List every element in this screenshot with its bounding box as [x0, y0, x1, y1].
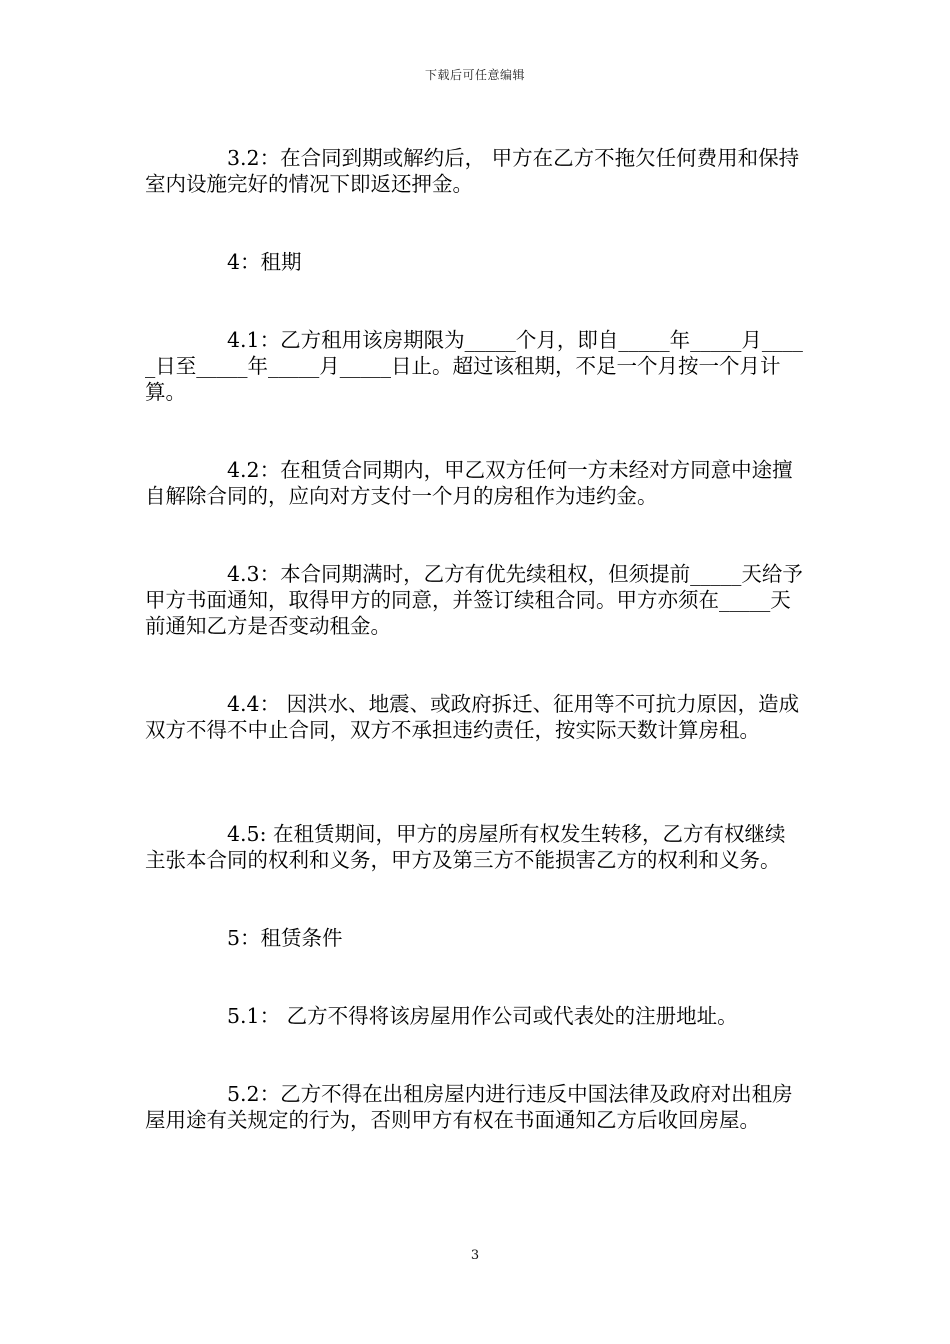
page-header: 下载后可任意编辑 [424, 68, 525, 82]
section-4-heading: 4：租期 [227, 250, 302, 274]
clause-4-1: 4.1：乙方租用该房期限为_____个月，即自_____年_____月_____日至_____年_____月_____日止。超过该租期，不足一个月按一个月计算。 [145, 328, 803, 404]
clause-5-1: 5.1： 乙方不得将该房屋用作公司或代表处的注册地址。 [227, 1004, 738, 1028]
clause-4-2: 4.2：在租赁合同期内，甲乙双方任何一方未经对方同意中途擅自解除合同的，应向对方支付一个月的房租作为违约金。 [145, 458, 793, 508]
section-5-heading: 5：租赁条件 [227, 926, 343, 950]
clause-4-5: 4.5: 在租赁期间，甲方的房屋所有权发生转移，乙方有权继续主张本合同的权利和义务，甲方及第三方不能损害乙方的权利和义务。 [145, 822, 786, 872]
page-number: 3 [470, 1248, 480, 1263]
clause-3-2: 3.2：在合同到期或解约后， 甲方在乙方不拖欠任何费用和保持室内设施完好的情况下即返还押金。 [145, 146, 800, 196]
clause-4-4: 4.4： 因洪水、地震、或政府拆迁、征用等不可抗力原因，造成双方不得不中止合同，双方不承担违约责任，按实际天数计算房租。 [145, 692, 800, 742]
clause-5-2: 5.2：乙方不得在出租房屋内进行违反中国法律及政府对出租房屋用途有关规定的行为，否则甲方有权在书面通知乙方后收回房屋。 [145, 1082, 793, 1132]
clause-4-3: 4.3：本合同期满时，乙方有优先续租权，但须提前_____天给予甲方书面通知，取得甲方的同意，并签订续租合同。甲方亦须在_____天前通知乙方是否变动租金。 [145, 562, 803, 638]
